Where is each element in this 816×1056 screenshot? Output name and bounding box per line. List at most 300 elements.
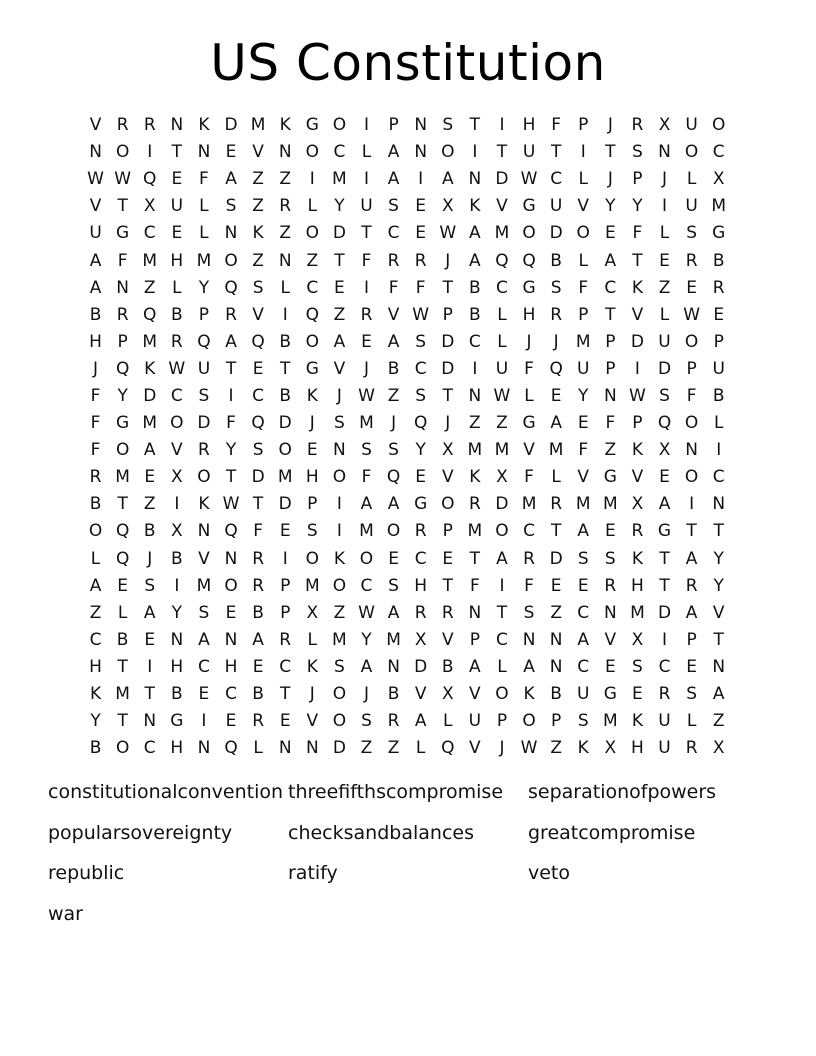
grid-letter: W: [520, 738, 538, 759]
grid-letter: T: [280, 358, 291, 379]
grid-letter: U: [685, 115, 698, 136]
grid-letter: X: [712, 738, 725, 759]
grid-letter: O: [332, 684, 347, 705]
grid-letter: T: [605, 142, 616, 163]
grid-letter: A: [387, 169, 400, 190]
grid-letter: H: [224, 656, 238, 677]
grid-letter: L: [659, 304, 670, 325]
grid-letter: M: [332, 629, 347, 650]
grid-letter: P: [442, 521, 453, 542]
grid-letter: Q: [115, 521, 130, 542]
grid-letter: T: [225, 358, 237, 379]
grid-letter: A: [252, 629, 264, 650]
grid-letter: N: [712, 494, 726, 515]
grid-letter: H: [170, 656, 184, 677]
grid-letter: Z: [333, 602, 346, 623]
grid-letter: J: [499, 738, 505, 759]
grid-letter: N: [414, 115, 428, 136]
grid-letter: O: [495, 521, 509, 542]
grid-letter: A: [658, 494, 671, 515]
grid-letter: R: [631, 115, 644, 136]
grid-letter: V: [441, 467, 454, 488]
grid-letter: T: [442, 277, 453, 298]
grid-letter: V: [89, 196, 102, 217]
grid-letter: U: [360, 196, 373, 217]
grid-letter: O: [522, 223, 536, 244]
grid-letter: B: [252, 684, 264, 705]
grid-letter: Z: [360, 738, 373, 759]
grid-letter: Z: [712, 711, 725, 732]
grid-letter: F: [578, 440, 589, 461]
grid-letter: A: [577, 521, 590, 542]
grid-letter: E: [415, 467, 427, 488]
grid-letter: G: [603, 467, 617, 488]
grid-letter: A: [496, 548, 508, 569]
grid-letter: I: [662, 629, 668, 650]
grid-letter: G: [522, 196, 536, 217]
grid-letter: Q: [143, 304, 157, 325]
grid-letter: Y: [605, 196, 616, 217]
grid-letter: A: [143, 440, 156, 461]
grid-letter: I: [662, 196, 668, 217]
grid-letter: V: [441, 629, 454, 650]
grid-letter: C: [523, 521, 535, 542]
grid-letter: V: [577, 196, 590, 217]
grid-letter: U: [468, 711, 482, 732]
grid-letter: E: [388, 548, 399, 569]
grid-letter: V: [577, 467, 590, 488]
grid-letter: K: [144, 358, 156, 379]
grid-letter: A: [387, 142, 400, 163]
grid-letter: G: [712, 223, 726, 244]
grid-letter: B: [441, 656, 454, 677]
grid-letter: E: [144, 467, 156, 488]
grid-letter: V: [89, 115, 102, 136]
word-list-item: threefifthscompromise: [288, 781, 504, 803]
grid-letter: V: [631, 467, 644, 488]
grid-letter: P: [686, 358, 697, 379]
grid-letter: X: [441, 196, 454, 217]
word-list-item: war: [48, 902, 83, 925]
grid-letter: G: [603, 684, 617, 705]
grid-letter: R: [360, 304, 373, 325]
grid-letter: Q: [549, 358, 563, 379]
grid-letter: I: [336, 521, 342, 542]
grid-letter: M: [196, 250, 212, 271]
grid-letter: Z: [550, 738, 562, 759]
grid-letter: H: [522, 115, 536, 136]
grid-letter: N: [170, 115, 184, 136]
grid-letter: Z: [252, 196, 264, 217]
grid-letter: O: [305, 548, 319, 569]
grid-letter: P: [388, 115, 399, 136]
grid-letter: T: [605, 304, 616, 325]
grid-letter: I: [689, 494, 695, 515]
grid-letter: R: [414, 602, 427, 623]
grid-letter: B: [143, 521, 156, 542]
grid-letter: W: [493, 385, 511, 406]
grid-letter: N: [468, 385, 482, 406]
grid-letter: E: [144, 629, 156, 650]
grid-letter: C: [468, 331, 481, 352]
word-list-item: republic: [48, 862, 125, 884]
grid-letter: S: [523, 602, 535, 623]
grid-letter: F: [361, 250, 372, 271]
grid-letter: O: [386, 521, 401, 542]
grid-letter: Y: [713, 548, 724, 569]
grid-letter: C: [225, 684, 237, 705]
grid-letter: N: [224, 548, 238, 569]
grid-letter: O: [197, 467, 211, 488]
grid-letter: O: [712, 115, 726, 136]
grid-letter: E: [225, 602, 237, 623]
grid-letter: C: [604, 277, 617, 298]
grid-letter: N: [522, 629, 536, 650]
grid-letter: R: [225, 304, 237, 325]
grid-letter: A: [469, 250, 481, 271]
grid-letter: W: [358, 385, 375, 406]
grid-letter: E: [415, 223, 427, 244]
grid-letter: L: [443, 711, 453, 732]
grid-letter: C: [550, 169, 563, 190]
grid-letter: R: [685, 250, 698, 271]
grid-letter: B: [712, 385, 725, 406]
grid-letter: M: [548, 440, 564, 461]
grid-letter: T: [252, 494, 264, 515]
grid-letter: C: [577, 602, 590, 623]
grid-letter: E: [577, 413, 589, 434]
grid-letter: X: [631, 629, 644, 650]
grid-letter: V: [171, 440, 183, 461]
grid-letter: L: [524, 385, 534, 406]
grid-letter: Q: [251, 413, 265, 434]
grid-letter: X: [604, 738, 617, 759]
grid-letter: T: [117, 656, 128, 677]
grid-letter: Q: [495, 250, 509, 271]
grid-letter: G: [657, 521, 672, 542]
grid-letter: B: [387, 684, 400, 705]
grid-letter: D: [495, 169, 509, 190]
grid-letter: E: [550, 575, 562, 596]
grid-letter: N: [603, 602, 617, 623]
grid-letter: O: [305, 142, 319, 163]
grid-letter: B: [252, 602, 264, 623]
grid-letter: H: [170, 738, 184, 759]
grid-letter: R: [252, 575, 265, 596]
grid-letter: F: [686, 385, 697, 406]
grid-letter: O: [441, 142, 455, 163]
grid-letter: C: [89, 629, 102, 650]
grid-letter: F: [469, 575, 480, 596]
grid-letter: T: [469, 548, 481, 569]
grid-letter: J: [309, 684, 315, 705]
grid-letter: G: [170, 711, 184, 732]
grid-letter: M: [359, 521, 374, 542]
grid-letter: G: [522, 413, 536, 434]
grid-letter: R: [658, 684, 671, 705]
grid-letter: A: [198, 629, 210, 650]
grid-letter: W: [629, 385, 646, 406]
grid-letter: N: [224, 223, 238, 244]
grid-letter: W: [439, 223, 457, 244]
grid-letter: S: [686, 223, 697, 244]
grid-letter: U: [658, 331, 671, 352]
grid-letter: O: [684, 142, 699, 163]
grid-letter: M: [142, 250, 158, 271]
grid-letter: C: [414, 548, 427, 569]
grid-letter: I: [147, 656, 153, 677]
grid-letter: E: [415, 196, 427, 217]
grid-letter: Z: [658, 277, 671, 298]
grid-letter: K: [279, 115, 291, 136]
grid-letter: G: [305, 358, 319, 379]
grid-letter: C: [279, 656, 292, 677]
grid-letter: U: [495, 358, 509, 379]
grid-letter: E: [632, 684, 643, 705]
grid-letter: M: [630, 602, 645, 623]
grid-letter: Y: [361, 629, 372, 650]
grid-letter: V: [496, 196, 508, 217]
grid-letter: O: [305, 331, 319, 352]
grid-letter: Q: [115, 548, 130, 569]
grid-letter: T: [171, 142, 183, 163]
grid-letter: A: [523, 656, 535, 677]
grid-letter: S: [388, 440, 399, 461]
grid-letter: U: [197, 358, 211, 379]
grid-letter: B: [279, 331, 292, 352]
grid-letter: Y: [90, 711, 101, 732]
grid-letter: F: [90, 413, 101, 434]
grid-letter: R: [631, 521, 644, 542]
grid-letter: L: [307, 629, 318, 650]
grid-letter: P: [280, 602, 291, 623]
grid-letter: L: [578, 169, 588, 190]
grid-letter: U: [658, 738, 671, 759]
grid-letter: P: [551, 711, 562, 732]
grid-letter: M: [711, 196, 727, 217]
grid-letter: N: [278, 142, 292, 163]
grid-letter: E: [686, 277, 697, 298]
grid-letter: K: [306, 385, 318, 406]
grid-letter: N: [89, 142, 102, 163]
grid-letter: S: [632, 142, 643, 163]
grid-letter: F: [578, 277, 589, 298]
grid-letter: D: [278, 494, 292, 515]
grid-letter: Q: [251, 331, 265, 352]
grid-letter: U: [712, 358, 725, 379]
grid-letter: T: [496, 602, 508, 623]
grid-letter: I: [363, 115, 369, 136]
grid-letter: K: [469, 196, 481, 217]
grid-letter: B: [387, 358, 400, 379]
grid-letter: J: [93, 358, 99, 379]
grid-letter: M: [494, 223, 510, 244]
grid-letter: Z: [252, 169, 264, 190]
grid-letter: T: [469, 115, 481, 136]
grid-letter: U: [577, 684, 590, 705]
grid-letter: C: [306, 277, 319, 298]
grid-letter: L: [199, 223, 209, 244]
grid-letter: A: [360, 494, 373, 515]
word-list-item: veto: [528, 862, 571, 884]
grid-letter: V: [198, 548, 210, 569]
grid-letter: S: [198, 385, 210, 406]
grid-letter: Q: [115, 358, 130, 379]
word-list-item: ratify: [288, 862, 338, 884]
grid-letter: D: [278, 413, 292, 434]
grid-letter: A: [550, 413, 562, 434]
grid-letter: P: [198, 304, 210, 325]
grid-letter: U: [577, 358, 590, 379]
grid-letter: F: [199, 169, 209, 190]
grid-letter: A: [469, 223, 481, 244]
grid-letter: R: [387, 250, 400, 271]
grid-letter: V: [414, 684, 427, 705]
grid-letter: T: [361, 223, 372, 244]
grid-letter: B: [116, 629, 129, 650]
grid-letter: L: [686, 711, 697, 732]
grid-letter: A: [441, 169, 454, 190]
grid-letter: W: [87, 169, 104, 190]
grid-letter: V: [469, 684, 481, 705]
grid-letter: O: [684, 413, 699, 434]
grid-letter: V: [604, 629, 617, 650]
grid-letter: V: [712, 602, 725, 623]
grid-letter: D: [549, 548, 563, 569]
grid-letter: K: [523, 684, 535, 705]
grid-letter: P: [686, 629, 697, 650]
grid-letter: E: [550, 385, 562, 406]
grid-letter: A: [89, 277, 102, 298]
grid-letter: S: [415, 385, 427, 406]
grid-letter: Z: [604, 440, 617, 461]
grid-letter: C: [252, 385, 265, 406]
grid-letter: F: [117, 250, 128, 271]
word-list-item: checksandbalances: [288, 821, 474, 844]
grid-letter: S: [415, 331, 427, 352]
grid-letter: X: [441, 440, 454, 461]
grid-letter: E: [604, 223, 616, 244]
grid-letter: S: [361, 440, 372, 461]
grid-letter: Q: [413, 413, 428, 434]
grid-letter: I: [282, 548, 288, 569]
grid-letter: O: [495, 684, 509, 705]
grid-letter: O: [576, 223, 590, 244]
grid-letter: R: [143, 115, 156, 136]
grid-letter: H: [89, 656, 102, 677]
grid-letter: A: [685, 548, 698, 569]
grid-letter: A: [333, 331, 346, 352]
grid-letter: E: [252, 358, 264, 379]
grid-letter: E: [686, 656, 697, 677]
grid-letter: C: [658, 656, 671, 677]
grid-letter: A: [89, 575, 102, 596]
grid-letter: B: [89, 304, 102, 325]
grid-letter: L: [172, 277, 182, 298]
grid-letter: K: [252, 223, 264, 244]
grid-letter: S: [252, 440, 264, 461]
grid-letter: O: [115, 142, 130, 163]
grid-letter: P: [605, 331, 616, 352]
grid-letter: Q: [224, 277, 238, 298]
grid-letter: F: [524, 358, 534, 379]
grid-letter: R: [279, 629, 292, 650]
grid-letter: E: [577, 575, 589, 596]
grid-letter: Y: [171, 602, 183, 623]
grid-letter: Y: [334, 196, 345, 217]
grid-letter: E: [198, 684, 210, 705]
grid-letter: G: [116, 223, 130, 244]
grid-letter: B: [89, 738, 102, 759]
grid-letter: O: [224, 575, 238, 596]
grid-letter: R: [441, 602, 454, 623]
grid-letter: W: [114, 169, 132, 190]
word-list: [48, 778, 768, 940]
grid-letter: W: [683, 304, 701, 325]
grid-letter: H: [305, 467, 319, 488]
grid-letter: S: [225, 196, 237, 217]
grid-letter: L: [280, 277, 290, 298]
grid-letter: N: [549, 629, 563, 650]
grid-letter: T: [334, 250, 345, 271]
grid-letter: S: [144, 575, 156, 596]
grid-letter: K: [333, 548, 345, 569]
grid-letter: B: [550, 684, 562, 705]
grid-letter: A: [387, 602, 400, 623]
grid-letter: H: [89, 331, 102, 352]
grid-letter: K: [306, 656, 318, 677]
grid-letter: O: [170, 413, 184, 434]
grid-letter: Y: [578, 385, 589, 406]
grid-letter: F: [605, 413, 616, 434]
grid-letter: Z: [496, 413, 508, 434]
grid-letter: I: [580, 142, 586, 163]
grid-letter: E: [442, 548, 454, 569]
grid-letter: E: [659, 250, 670, 271]
grid-letter: S: [252, 277, 264, 298]
word-list-item: separationofpowers: [528, 781, 717, 803]
grid-letter: B: [170, 548, 183, 569]
grid-letter: E: [225, 142, 237, 163]
grid-letter: X: [631, 494, 644, 515]
grid-letter: Z: [306, 250, 319, 271]
grid-letter: N: [278, 250, 292, 271]
grid-letter: A: [387, 331, 400, 352]
word-list-item: greatcompromise: [528, 821, 696, 844]
grid-letter: D: [495, 494, 509, 515]
grid-letter: I: [282, 304, 288, 325]
grid-letter: E: [659, 467, 670, 488]
grid-letter: P: [632, 413, 643, 434]
grid-letter: R: [116, 115, 129, 136]
word-list-item: constitutionalconvention: [48, 781, 284, 803]
grid-letter: Z: [252, 250, 264, 271]
grid-letter: N: [116, 277, 129, 298]
grid-letter: S: [550, 277, 562, 298]
grid-letter: K: [198, 494, 210, 515]
grid-letter: V: [252, 304, 264, 325]
grid-letter: R: [387, 711, 400, 732]
grid-letter: P: [280, 575, 291, 596]
grid-letter: A: [225, 331, 237, 352]
grid-letter: L: [686, 169, 697, 190]
grid-letter: R: [712, 277, 725, 298]
grid-letter: D: [251, 467, 265, 488]
grid-letter: P: [117, 331, 128, 352]
grid-letter: J: [363, 684, 369, 705]
grid-letter: E: [117, 575, 129, 596]
grid-letter: D: [224, 115, 238, 136]
